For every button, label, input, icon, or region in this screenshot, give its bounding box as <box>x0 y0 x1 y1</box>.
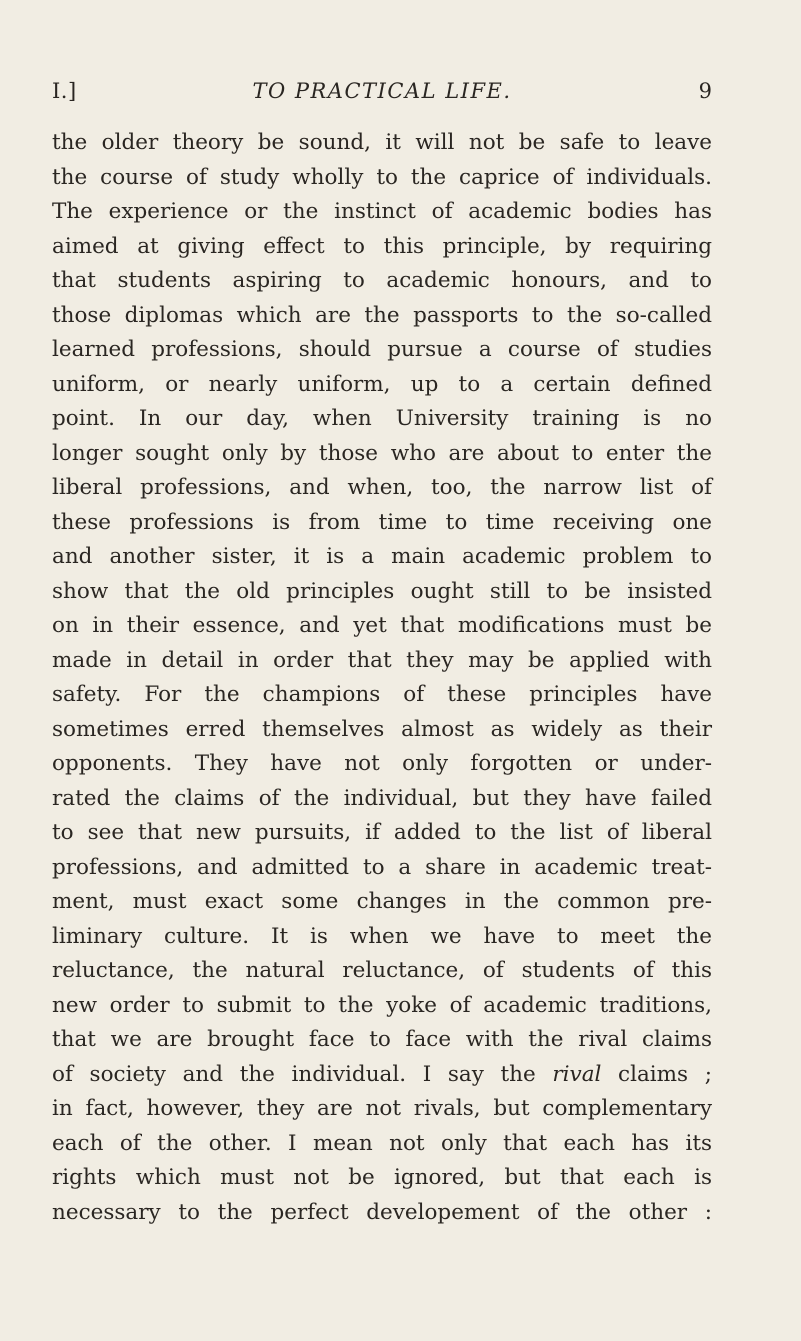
line-end: claims ; <box>618 1061 712 1087</box>
text-line-with-emphasis <box>52 1058 712 1093</box>
running-title: TO PRACTICAL LIFE. <box>252 79 512 103</box>
text-line: learned professions, should pursue a course of studies <box>52 337 712 362</box>
text-line: professions, and admitted to a share in academic treat- <box>52 854 712 880</box>
text-line: made in detail in order that they may be applied with <box>52 647 712 673</box>
text-line: each of the other. I mean not only that each has its <box>52 1130 712 1156</box>
text-line: show that the old principles ought still to be insisted <box>52 578 712 604</box>
page-number: 9 <box>698 79 712 103</box>
text-line: these professions is from time to time receiving one <box>52 509 712 535</box>
text-line: uniform, or nearly uniform, up to a certain defined <box>52 371 712 397</box>
text-line: liminary culture. It is when we have to meet the <box>52 923 712 949</box>
text-line: on in their essence, and yet that modifications must be <box>52 613 712 638</box>
text-line: longer sought only by those who are about to enter the <box>52 440 712 466</box>
text-line: in fact, however, they are not rivals, but complementary <box>52 1096 712 1121</box>
text-line: aimed at giving effect to this principle, by requiring <box>52 233 712 259</box>
text-line: safety. For the champions of these principles have <box>52 682 712 707</box>
text-line: and another sister, it is a main academic problem to <box>52 544 712 569</box>
chapter-marker: I.] <box>52 79 77 103</box>
text-line: the course of study wholly to the caprice of individuals. <box>52 164 712 190</box>
text-line: rated the claims of the individual, but they have failed <box>52 785 712 811</box>
text-line: ment, must exact some changes in the common pre- <box>52 889 712 914</box>
text-line: that students aspiring to academic honours, and to <box>52 268 712 293</box>
body-text <box>52 126 712 1230</box>
line-start: of society and the individual. I say the <box>52 1061 536 1087</box>
text-line: point. In our day, when University training is no <box>52 406 712 431</box>
emphasized-word: rival <box>552 1061 602 1087</box>
text-line: that we are brought face to face with the rival claims <box>52 1027 712 1052</box>
text-line: rights which must not be ignored, but that each is <box>52 1165 712 1190</box>
text-line: reluctance, the natural reluctance, of students of this <box>52 958 712 983</box>
running-head <box>52 74 712 108</box>
text-line: The experience or the instinct of academic bodies has <box>52 199 712 224</box>
text-line: those diplomas which are the passports to the so-called <box>52 302 712 328</box>
text-line: sometimes erred themselves almost as widely as their <box>52 716 712 742</box>
text-line: necessary to the perfect developement of the other : <box>52 1199 712 1225</box>
text-line: liberal professions, and when, too, the narrow list of <box>52 475 712 500</box>
text-line: to see that new pursuits, if added to the list of liberal <box>52 820 712 845</box>
text-line: opponents. They have not only forgotten or under- <box>52 751 712 776</box>
text-line: the older theory be sound, it will not be safe to leave <box>52 130 712 155</box>
text-line: new order to submit to the yoke of academic traditions, <box>52 992 712 1018</box>
